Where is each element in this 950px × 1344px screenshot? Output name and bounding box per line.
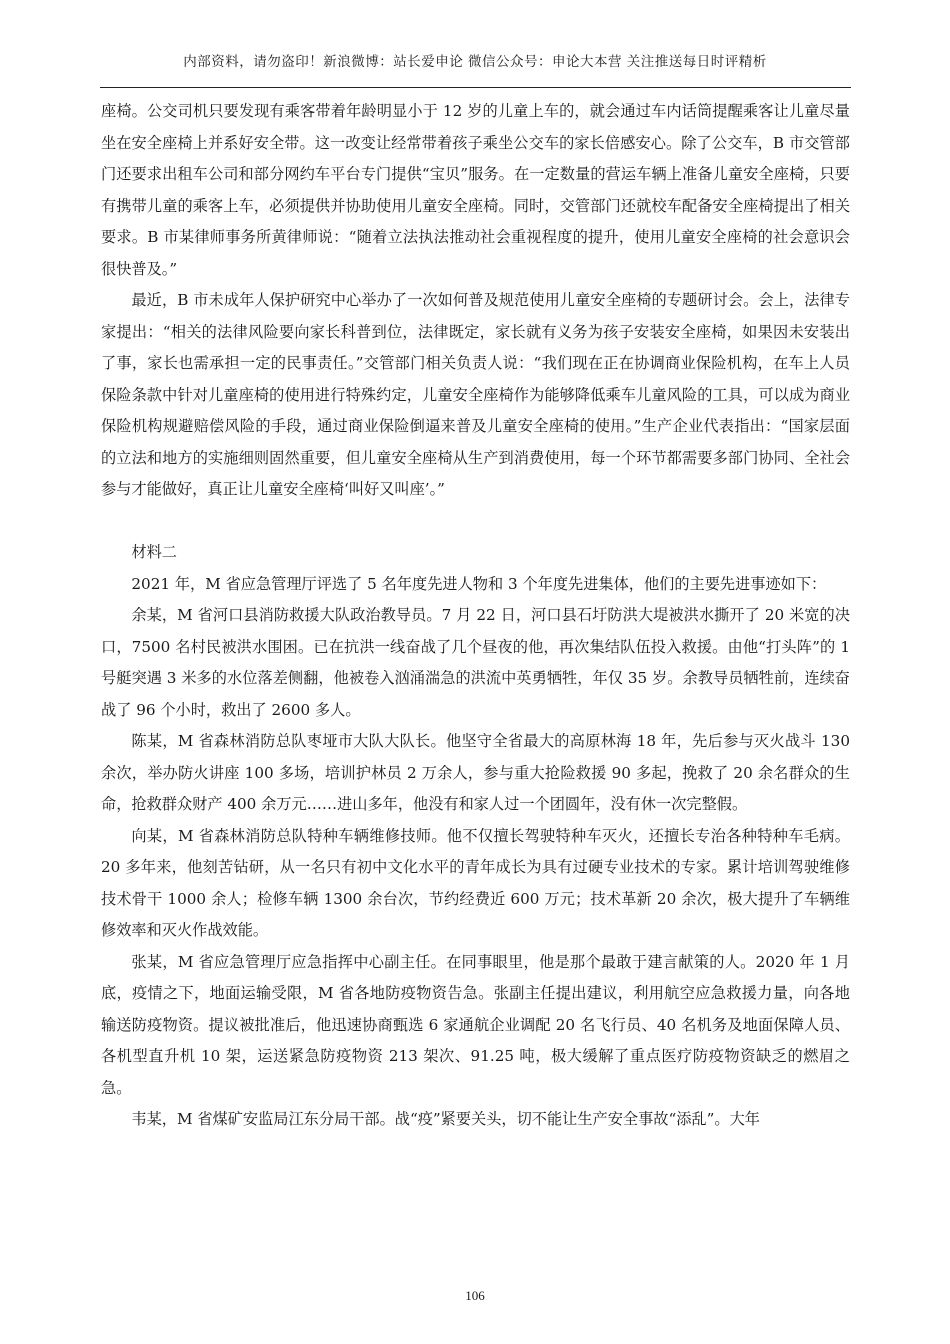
header-rule	[100, 87, 851, 88]
paragraph-intro: 2021 年，M 省应急管理厅评选了 5 名年度先进人物和 3 个年度先进集体，他们的主要先进事迹如下：	[131, 574, 827, 593]
paragraph-chen: 陈某，M 省森林消防总队枣垭市大队大队长。他坚守全省最大的高原林海 18 年，先后参与灭火战斗 130 余次，举办防火讲座 100 多场，培训护林员 2 万余人，参与重大抢险救援 90 多起，挽救了 20 余名群众的生命，抢救群众财产 400 余万元……进山多年，他没有和家人过一个团圆年，没有休一次完整假。	[101, 732, 850, 813]
paragraph-continuation: 座椅。公交司机只要发现有乘客带着年龄明显小于 12 岁的儿童上车的，就会通过车内话筒提醒乘客让儿童尽量坐在安全座椅上并系好安全带。这一改变让经常带着孩子乘坐公交车的家长倍感安心。除了公交车，B 市交管部门还要求出租车公司和部分网约车平台专门提供“宝贝”服务。在一定数量的营运车辆上准备儿童安全座椅，只要有携带儿童的乘客上车，必须提供并协助使用儿童安全座椅。同时，交管部门还就校车配备安全座椅提出了相关要求。B 市某律师事务所黄律师说：“随着立法执法推动社会重视程度的提升，使用儿童安全座椅的社会意识会很快普及。”	[101, 102, 850, 278]
paragraph-zhang: 张某，M 省应急管理厅应急指挥中心副主任。在同事眼里，他是那个最敢于建言献策的人。2020 年 1 月底，疫情之下，地面运输受限，M 省各地防疫物资告急。张副主任提出建议，利用航空应急救援力量，向各地输送防疫物资。提议被批准后，他迅速协商甄选 6 家通航企业调配 20 名飞行员、40 名机务及地面保障人员、各机型直升机 10 架，运送紧急防疫物资 213 架次、91.25 吨，极大缓解了重点医疗防疫物资缺乏的燃眉之急。	[101, 952, 850, 1097]
paragraph-wei: 韦某，M 省煤矿安监局江东分局干部。战“疫”紧要关头，切不能让生产安全事故“添乱”。大年	[131, 1110, 760, 1128]
section-heading: 材料二	[131, 543, 177, 561]
page-number: 106	[465, 1288, 485, 1303]
page-header: 内部资料，请勿盗印！新浪微博：站长爱申论 微信公众号：申论大本营 关注推送每日时评精析	[183, 54, 767, 70]
document-body	[101, 96, 850, 1136]
section-spacer	[101, 506, 850, 538]
paragraph-seminar: 最近，B 市未成年人保护研究中心举办了一次如何普及规范使用儿童安全座椅的专题研讨会。会上，法律专家提出：“相关的法律风险要向家长科普到位，法律既定，家长就有义务为孩子安装安全座椅，如果因未安装出了事，家长也需承担一定的民事责任。”交管部门相关负责人说：“我们现在正在协调商业保险机构，在车上人员保险条款中针对儿童座椅的使用进行特殊约定，儿童安全座椅作为能够降低乘车儿童风险的工具，可以成为商业保险机构规避赔偿风险的手段，通过商业保险倒逼来普及儿童安全座椅的使用。”生产企业代表指出：“国家层面的立法和地方的实施细则固然重要，但儿童安全座椅从生产到消费使用，每一个环节都需要多部门协同、全社会参与才能做好，真正让儿童安全座椅‘叫好又叫座’。”	[101, 291, 850, 498]
paragraph-yu: 余某，M 省河口县消防救援大队政治教导员。7 月 22 日，河口县石圩防洪大堤被洪水撕开了 20 米宽的决口，7500 名村民被洪水围困。已在抗洪一线奋战了几个昼夜的他，再次集结队伍投入救援。由他“打头阵”的 1 号艇突遇 3 米多的水位落差侧翻，他被卷入汹涌湍急的洪流中英勇牺牲，年仅 35 岁。余教导员牺牲前，连续奋战了 96 个小时，救出了 2600 多人。	[101, 606, 850, 719]
paragraph-xiang: 向某，M 省森林消防总队特种车辆维修技师。他不仅擅长驾驶特种车灭火，还擅长专治各种特种车毛病。20 多年来，他刻苦钻研，从一名只有初中文化水平的青年成长为具有过硬专业技术的专家。累计培训驾驶维修技术骨干 1000 余人；检修车辆 1300 余台次，节约经费近 600 万元；技术革新 20 余次，极大提升了车辆维修效率和灭火作战效能。	[101, 826, 850, 939]
